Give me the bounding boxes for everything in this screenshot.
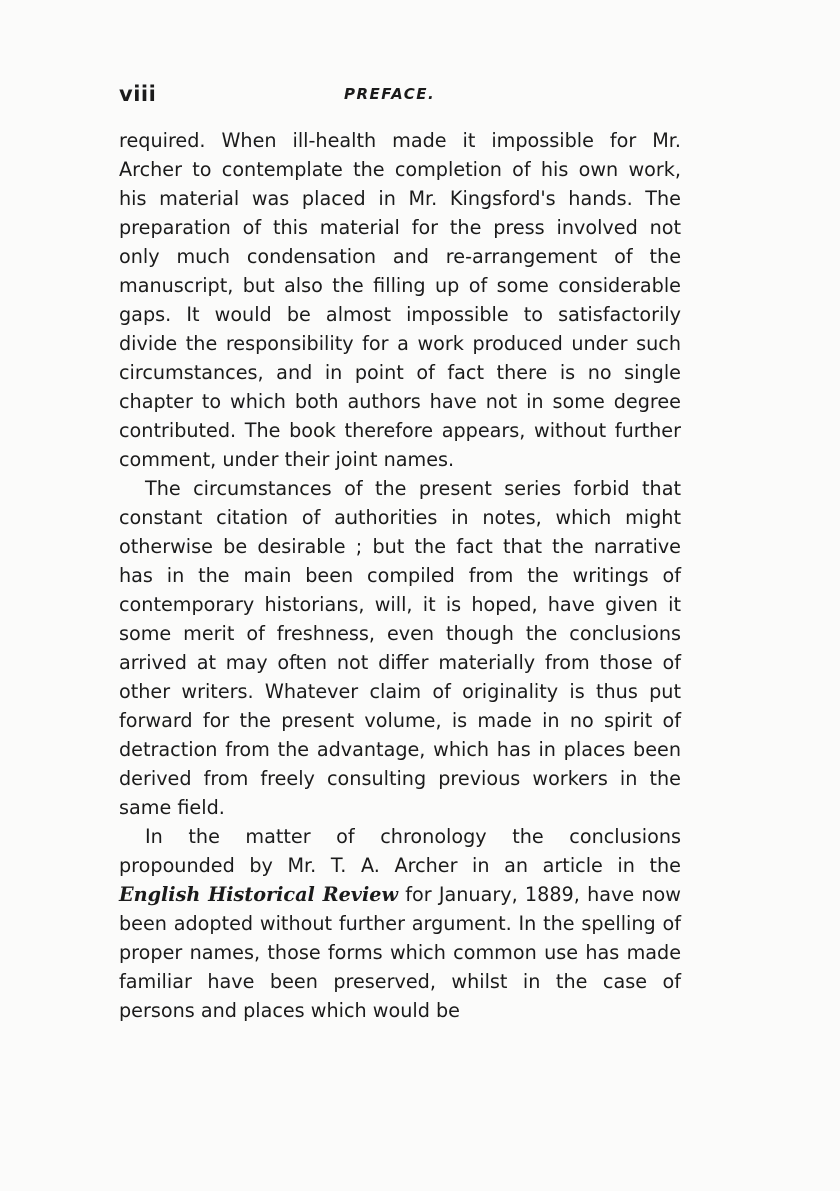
paragraph-3-text-before: In the matter of chronology the conclusions propounded by Mr. T. A. Archer in an article in the <box>119 825 681 877</box>
paragraph-2: The circumstances of the present series forbid that constant citation of authorities in notes, which might otherwise be desirable ; but the fact that the narrative has in the main been compiled from the writings of contemporary historians, will, it is hoped, have given it some merit of freshness, even though the conclusions arrived at may often not differ materially from those of other writers. Whatever claim of originality is thus put forward for the present volume, is made in no spirit of detraction from the advantage, which has in places been derived from freely consulting previous workers in the same field. <box>119 477 681 819</box>
journal-title: English Historical Review <box>119 883 398 906</box>
paragraph-3 <box>119 822 681 1025</box>
page-header <box>119 82 679 114</box>
body-text <box>119 126 681 1025</box>
running-head: PREFACE. <box>344 85 436 103</box>
page-number: viii <box>119 82 157 106</box>
paragraph-1: required. When ill-health made it impossible for Mr. Archer to contemplate the completion of his own work, his material was placed in Mr. Kingsford's hands. The preparation of this material for the press involved not only much condensation and re-arrangement of the manuscript, but also the filling up of some considerable gaps. It would be almost impossible to satisfactorily divide the responsibility for a work produced under such circumstances, and in point of fact there is no single chapter to which both authors have not in some degree contributed. The book therefore appears, without further comment, under their joint names. <box>119 129 681 471</box>
paragraph-3-text-after: for January, 1889, have now been adopted without further argument. In the spelling of proper names, those forms which common use has made familiar have been preserved, whilst in the case of persons and places which would be <box>119 883 681 1022</box>
